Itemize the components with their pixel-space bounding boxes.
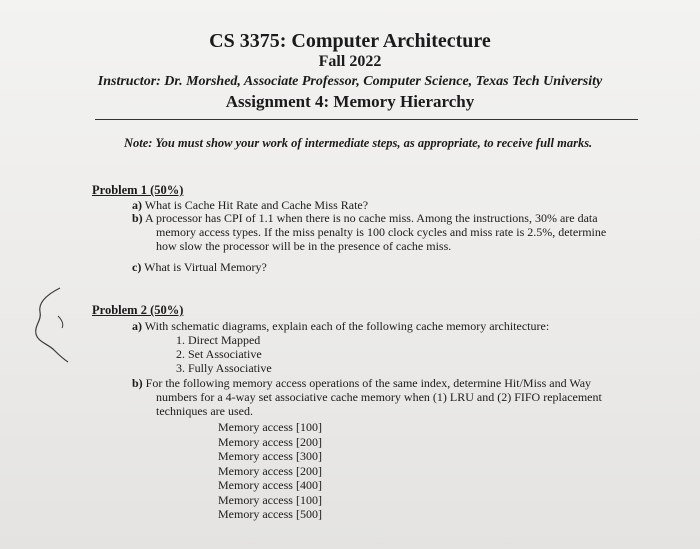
item-marker: b) [132,211,143,225]
problem-1a-text: What is Cache Hit Rate and Cache Miss Rate? [144,198,369,212]
note: Note: You must show your work of intermediate steps, as appropriate, to receive full marks. [124,136,593,150]
memory-access-item: Memory access [100] [218,420,322,434]
instructor-line: Instructor: Dr. Morshed, Associate Professor, Computer Science, Texas Tech University [97,74,603,89]
problem-2a-text: With schematic diagrams, explain each of the following cache memory architecture: [144,319,550,333]
list-item: 3. Fully Associative [176,361,272,375]
problem-2b-line3: techniques are used. [156,404,253,418]
problem-1b-line3: how slow the processor will be in the presence of cache miss. [156,239,452,253]
problem-1b-line2: memory access types. If the miss penalty is 100 clock cycles and miss rate is 2.5%, determine [156,225,607,239]
memory-access-list [218,420,322,522]
problem-2a [132,319,549,333]
list-item: 2. Set Associative [176,347,262,361]
problem-2b-line1: For the following memory access operations of the same index, determine Hit/Miss and Way [145,376,592,390]
problem-1-heading: Problem 1 (50%) [92,183,184,197]
cache-architecture-list [176,333,272,375]
term: Fall 2022 [318,53,382,70]
item-marker: c) [132,260,142,274]
problem-2b [132,376,602,418]
assignment-title: Assignment 4: Memory Hierarchy [225,92,475,111]
problem-1b-line1: A processor has CPI of 1.1 when there is no cache miss. Among the instructions, 30% are data [145,211,598,225]
memory-access-item: Memory access [400] [218,478,322,492]
problem-1c-text: What is Virtual Memory? [144,260,267,274]
memory-access-item: Memory access [100] [218,492,322,507]
memory-access-item: Memory access [500] [218,507,322,521]
header-divider [95,119,638,120]
handwritten-bracket-mark [28,286,78,366]
problem-1a [132,198,368,212]
list-item: 1. Direct Mapped [176,333,261,347]
course-title: CS 3375: Computer Architecture [209,30,491,52]
problem-2-heading: Problem 2 (50%) [92,303,184,317]
problem-1b [132,211,606,253]
memory-access-item: Memory access [200] [218,434,322,449]
memory-access-item: Memory access [300] [218,449,322,463]
problem-1c [132,260,267,274]
memory-access-item: Memory access [200] [218,463,322,478]
item-marker: b) [132,376,143,390]
item-marker: a) [132,198,142,212]
problem-2b-line2: numbers for a 4-way set associative cache memory when (1) LRU and (2) FIFO replacement [156,390,602,404]
item-marker: a) [132,319,142,333]
